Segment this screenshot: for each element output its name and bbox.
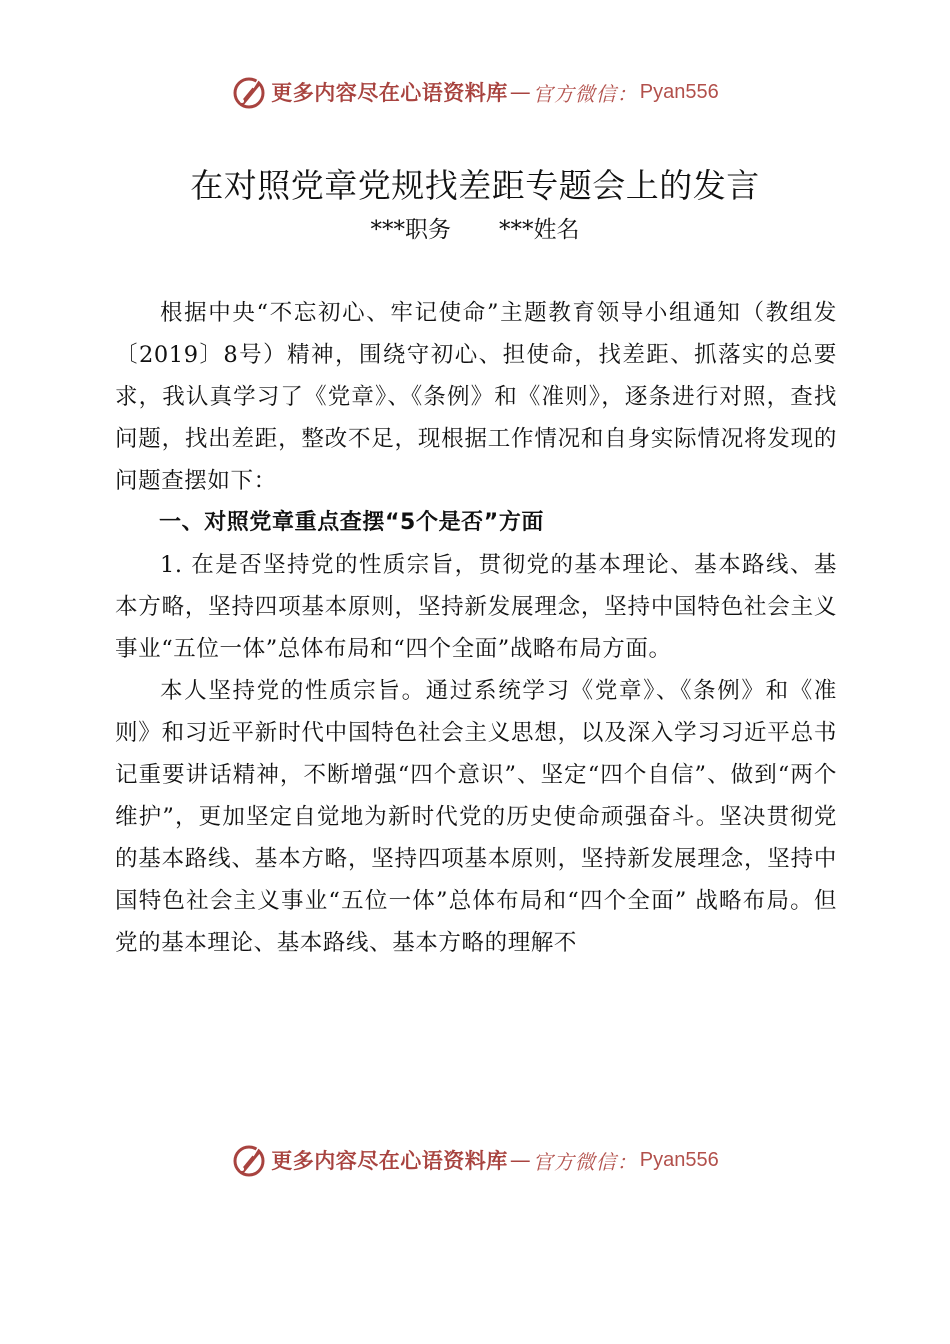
intro-paragraph: 根据中央“不忘初心、牢记使命”主题教育领导小组通知（教组发〔2019〕8号）精神，围绕守初心、担使命，找差距、抓落实的总要求，我认真学习了《党章》、《条例》和《准则》，逐条进行对照，查找问题，找出差距，整改不足，现根据工作情况和自身实际情况将发现的问题查摆如下： <box>115 300 837 494</box>
banner-sub-text: 官方微信： <box>532 1149 638 1174</box>
document-title: 在对照党章党规找差距专题会上的发言 <box>190 166 760 205</box>
author-position: ***职务 <box>370 217 451 243</box>
item-one-paragraph: 1. 在是否坚持党的性质宗旨，贯彻党的基本理论、基本路线、基本方略，坚持四项基本原则，坚持新发展理念，坚持中国特色社会主义事业“五位一体”总体布局和“四个全面”战略布局方面。 <box>115 552 837 662</box>
footer-banner <box>0 1140 950 1180</box>
quill-logo-icon <box>231 74 267 110</box>
banner-main-text: 更多内容尽在心语资料库 <box>271 1149 508 1173</box>
item-one-body-paragraph: 本人坚持党的性质宗旨。通过系统学习《党章》、《条例》和《准则》和习近平新时代中国特色社会主义思想，以及深入学习习近平总书记重要讲话精神，不断增强“四个意识”、坚定“四个自信”、做到“两个维护”，更加坚定自觉地为新时代党的历史使命顽强奋斗。坚决贯彻党的基本路线、基本方略，坚持四项基本原则，坚持新发展理念，坚持中国特色社会主义事业“五位一体”总体布局和“四个全面” 战略布局。但党的基本理论、基本路线、基本方略的理解不 <box>115 678 837 956</box>
banner-wechat-id: Pyan556 <box>639 1148 719 1171</box>
author-line <box>0 211 950 244</box>
author-name: ***姓名 <box>499 217 580 243</box>
banner-wechat-id: Pyan556 <box>639 80 719 103</box>
quill-logo-icon <box>231 1142 267 1178</box>
section-heading: 一、对照党章重点查摆“5个是否”方面 <box>159 510 545 535</box>
banner-dash: — <box>509 1148 531 1172</box>
header-banner <box>0 72 950 112</box>
banner-dash: — <box>509 80 531 104</box>
banner-sub-text: 官方微信： <box>532 81 638 106</box>
banner-main-text: 更多内容尽在心语资料库 <box>271 81 508 105</box>
document-body <box>115 292 837 964</box>
